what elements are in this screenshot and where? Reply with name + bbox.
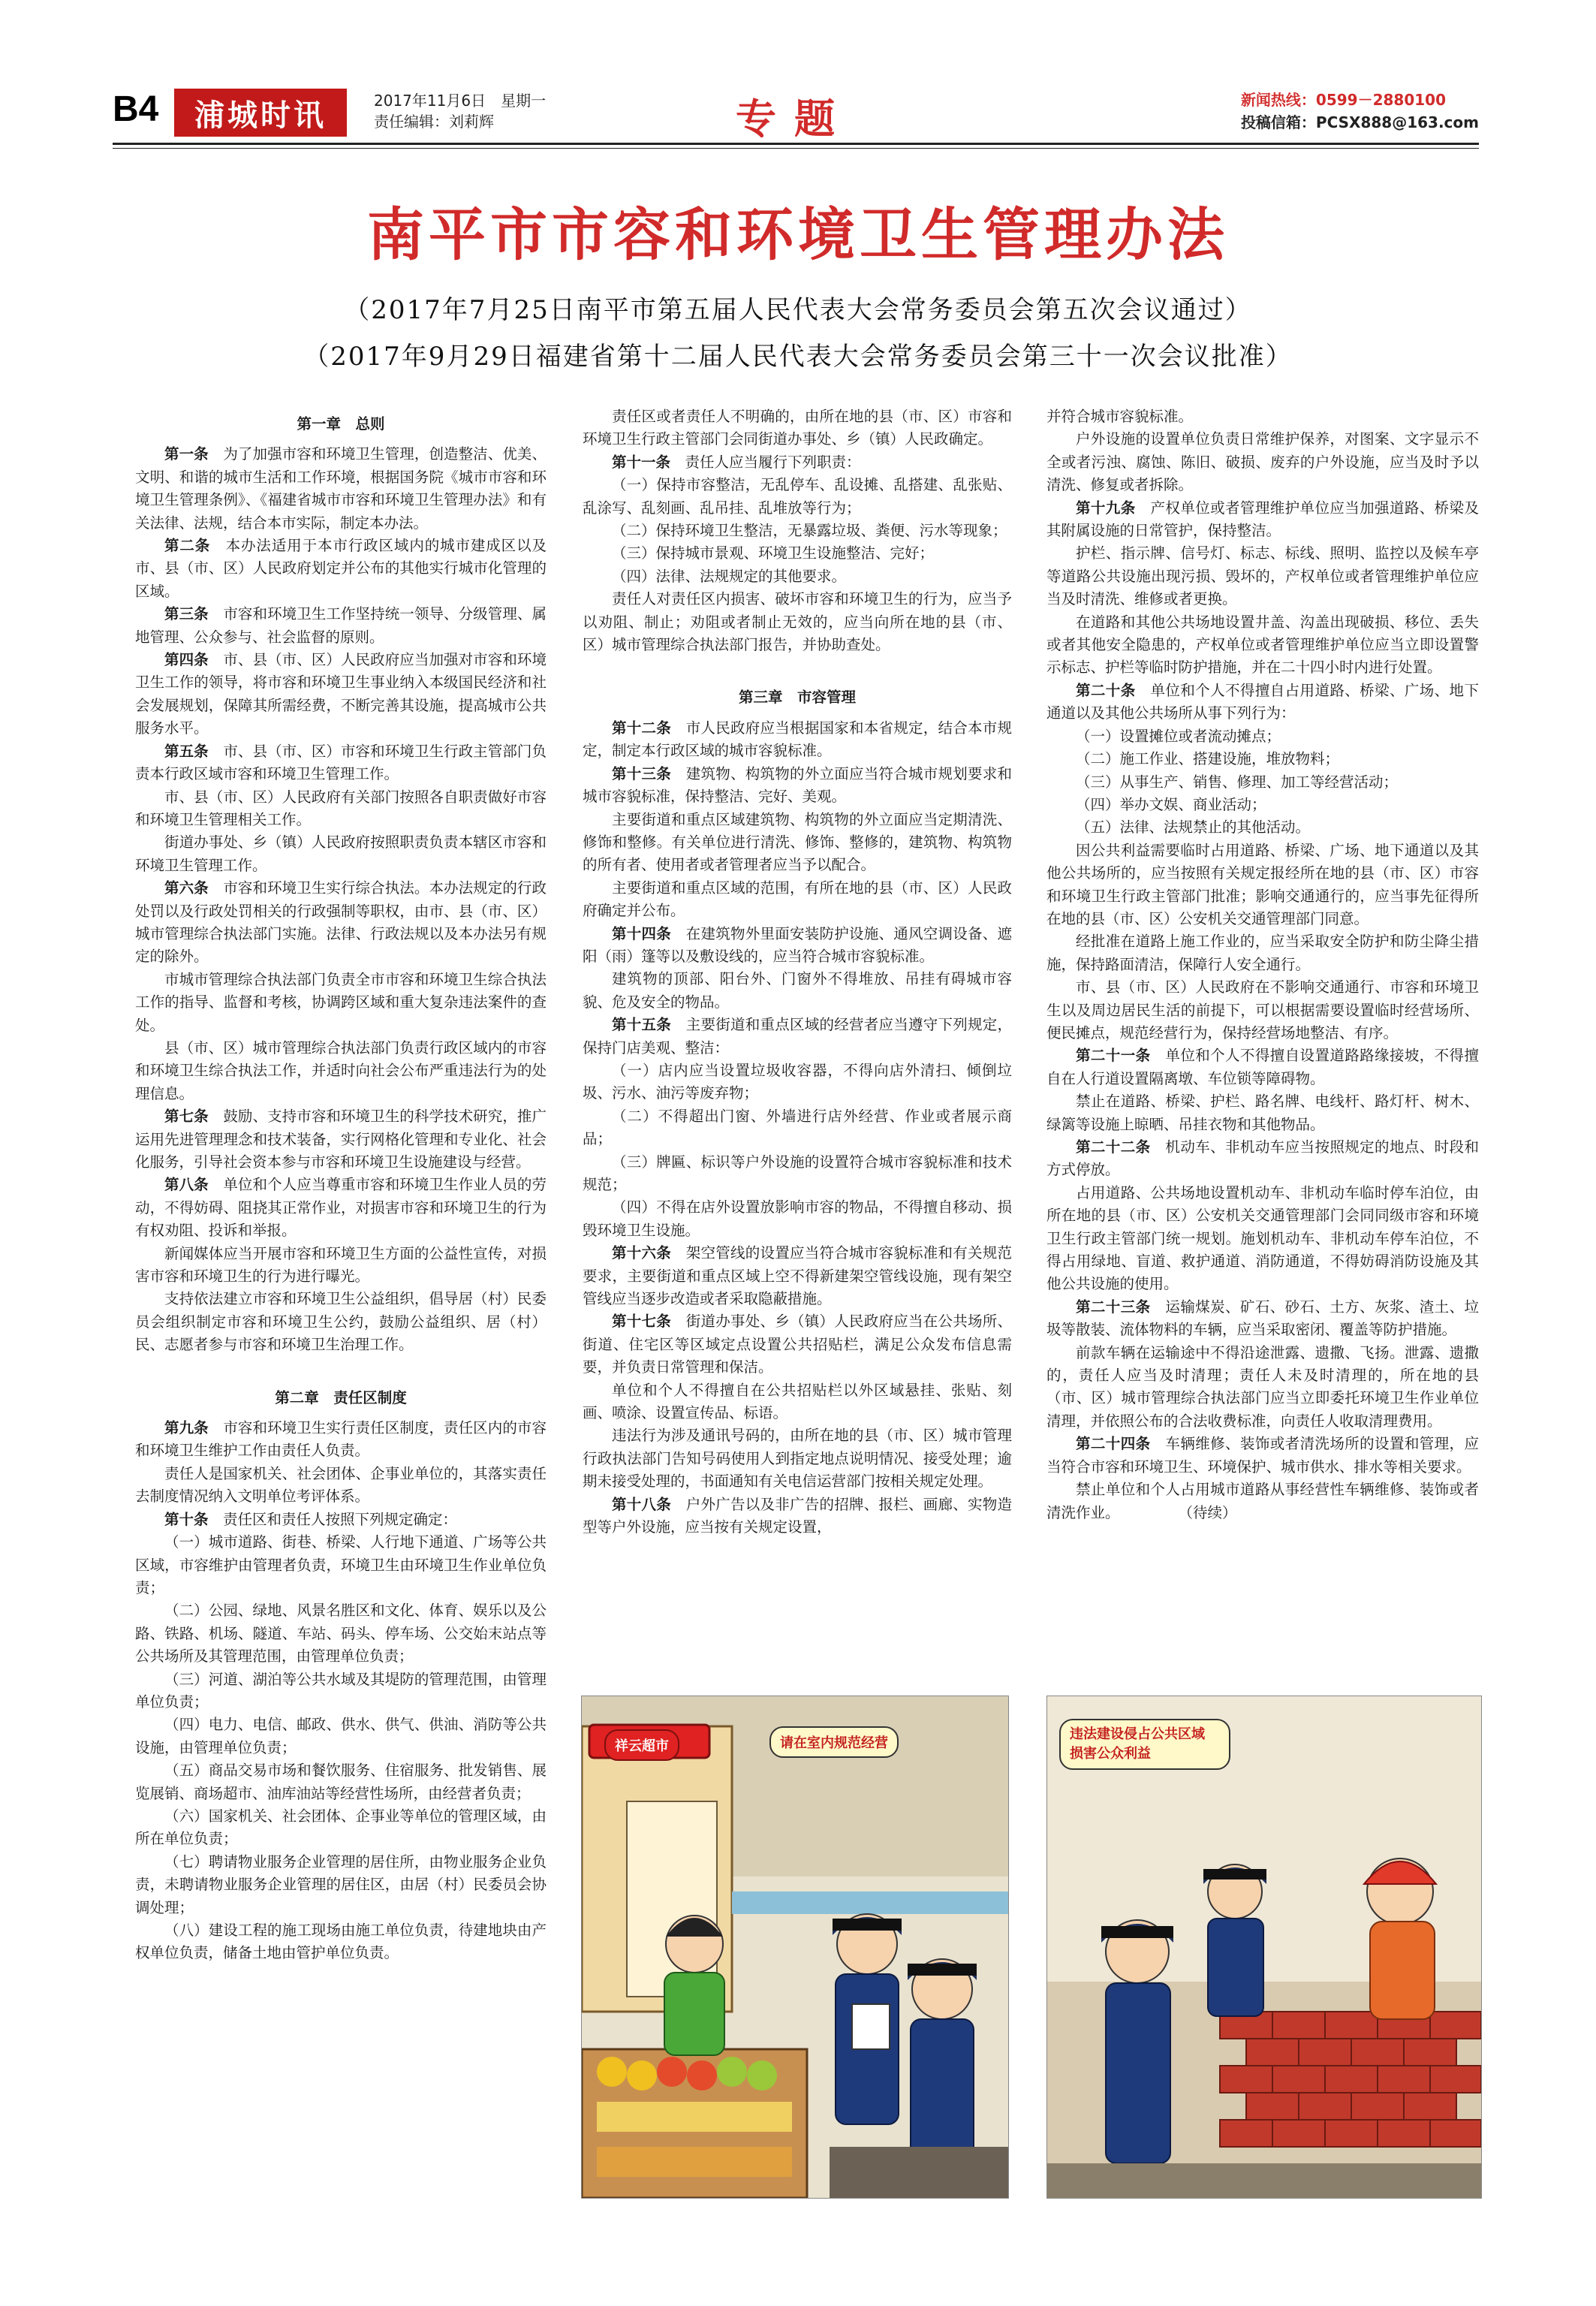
- article-paragraph: [1046, 1136, 1479, 1182]
- article-number: 第十条: [164, 1510, 209, 1528]
- section-gap: [135, 1357, 547, 1379]
- body-paragraph: [135, 1851, 547, 1919]
- paragraph-text: （二）保持环境卫生整洁，无暴露垃圾、粪便、污水等现象；: [612, 522, 1007, 540]
- paragraph-text: 县（市、区）城市管理综合执法部门负责行政区域内的市容和环境卫生综合执法工作，并适时向社会公布严重违法行为的处理信息。: [135, 1038, 547, 1102]
- body-paragraph: [1046, 840, 1479, 931]
- paragraph-text: （四）不得在店外设置放影响市容的物品，不得擅自移动、损毁环境卫生设施。: [583, 1198, 1012, 1239]
- body-paragraph: [135, 1805, 547, 1851]
- body-paragraph: [583, 1424, 1012, 1493]
- paragraph-text: （三）河道、湖泊等公共水域及其堤防的管理范围，由管理单位负责；: [135, 1670, 547, 1711]
- body-paragraph: [583, 588, 1012, 656]
- paragraph-text: （三）保持城市景观、环境卫生设施整洁、完好；: [612, 544, 935, 562]
- paragraph-text: 街道办事处、乡（镇）人民政府按照职责负责本辖区市容和环境卫生管理工作。: [135, 833, 547, 874]
- paragraph-text: （一）设置摊位或者流动摊点；: [1076, 727, 1281, 745]
- article-paragraph: [1046, 1433, 1479, 1479]
- paragraph-text: 主要街道和重点区域的经营者应当遵守下列规定，保持门店美观、整洁：: [583, 1016, 1012, 1057]
- paragraph-text: 护栏、指示牌、信号灯、标志、标线、照明、监控以及候车亭等道路公共设施出现污损、毁坏的，产权单位或者管理维护单位应当及时清洗、维修或者更换。: [1046, 544, 1479, 608]
- paragraph-text: 支持依法建立市容和环境卫生公益组织，倡导居（村）民委员会组织制定市容和环境卫生公约，鼓励公益组织、居（村）民、志愿者参与市容和环境卫生治理工作。: [135, 1290, 547, 1354]
- masthead: [113, 84, 1479, 152]
- dateline: [374, 90, 546, 132]
- paragraph-text: 市、县（市、区）市容和环境卫生行政主管部门负责本行政区域市容和环境卫生管理工作。: [135, 742, 547, 783]
- article-number: 第十二条: [612, 719, 671, 737]
- paragraph-text: 市、县（市、区）人民政府在不影响交通通行、市容和环境卫生以及周边居民生活的前提下，可以根据需要设置临时经营场所、便民摊点，规范经营行为，保持经营场地整洁、有序。: [1046, 978, 1479, 1041]
- paragraph-text: 在道路和其他公共场地设置井盖、沟盖出现破损、移位、丢失或者其他安全隐患的，产权单位或者管理维护单位应当立即设置警示标志、护栏等临时防护措施，并在二十四小时内进行处置。: [1046, 613, 1479, 677]
- paragraph-text: 主要街道和重点区域的范围，有所在地的县（市、区）人民政府确定并公布。: [583, 879, 1012, 920]
- news-hotline: 新闻热线：0599－2880100: [1240, 91, 1447, 109]
- body-paragraph: [1046, 542, 1479, 610]
- article-paragraph: [583, 1494, 1012, 1539]
- paragraph-text: 车辆维修、装饰或者清洗场所的设置和管理，应当符合市容和环境卫生、环境保护、城市供水、排水等相关要求。: [1046, 1435, 1479, 1476]
- body-paragraph: [583, 1379, 1012, 1425]
- body-paragraph: [1046, 1342, 1479, 1433]
- paragraph-text: 市、县（市、区）人民政府应当加强对市容和环境卫生工作的领导，将市容和环境卫生事业纳入本级国民经济和社会发展规划，保障其所需经费，不断完善其设施，提高城市公共服务水平。: [135, 651, 547, 737]
- paragraph-text: （一）店内应当设置垃圾收容器，不得向店外清扫、倾倒垃圾、污水、油污等废弃物；: [583, 1061, 1012, 1102]
- article-paragraph: [583, 1014, 1012, 1060]
- paragraph-text: （二）施工作业、搭建设施，堆放物料；: [1076, 750, 1340, 768]
- paragraph-text: 前款车辆在运输途中不得沿途泄露、遗撒、飞扬。泄露、遗撒的，责任人应当及时清理；责任人未及时清理的，所在地的县（市、区）城市管理综合执法部门应当立即委托环境卫生作业单位清理，并依照公布的合法收费标准，向责任人收取清理费用。: [1046, 1343, 1479, 1430]
- article-paragraph: [583, 717, 1012, 763]
- article-paragraph: [135, 740, 547, 786]
- body-paragraph: [583, 877, 1012, 923]
- body-paragraph: [583, 565, 1012, 588]
- body-paragraph: [583, 1105, 1012, 1151]
- article-number: 第三条: [164, 605, 209, 623]
- article-paragraph: [135, 1417, 547, 1463]
- paragraph-text: 禁止在道路、桥梁、护栏、路名牌、电线杆、路灯杆、树木、绿篱等设施上晾晒、吊挂衣物和其他物品。: [1046, 1093, 1479, 1133]
- article-number: 第二十条: [1076, 681, 1136, 699]
- body-paragraph: [583, 520, 1012, 542]
- article-paragraph: [583, 923, 1012, 969]
- body-paragraph: [1046, 725, 1479, 748]
- body-paragraph: [583, 405, 1012, 451]
- body-paragraph: [135, 1919, 547, 1965]
- paragraph-text: （三）从事生产、销售、修理、加工等经营活动；: [1076, 773, 1399, 791]
- paragraph-text: 市容和环境卫生实行综合执法。本办法规定的行政处罚以及行政处罚相关的行政强制等职权，由市、县（市、区）城市管理综合执法部门实施。法律、行政法规以及本办法另有规定的除外。: [135, 879, 547, 966]
- body-paragraph: [135, 1531, 547, 1599]
- paragraph-text: 市容和环境卫生工作坚持统一领导、分级管理、属地管理、公众参与、社会监督的原则。: [135, 605, 547, 646]
- article-number: 第二十四条: [1076, 1435, 1151, 1453]
- body-paragraph: [583, 474, 1012, 520]
- cartoon-illegal-construction: [1046, 1696, 1482, 2199]
- article-number: 第五条: [164, 742, 209, 760]
- paragraph-text: 市、县（市、区）人民政府有关部门按照各自职责做好市容和环境卫生管理相关工作。: [135, 788, 547, 828]
- paragraph-text: 责任人应当履行下列职责：: [685, 453, 861, 471]
- paragraph-text: 建筑物的顶部、阳台外、门窗外不得堆放、吊挂有碍城市容貌、危及安全的物品。: [583, 970, 1012, 1011]
- paper-logo: 浦城时讯: [174, 89, 347, 137]
- paragraph-text: 禁止单位和个人占用城市道路从事经营性车辆维修、装饰或者清洗作业。 （待续）: [1046, 1481, 1479, 1521]
- article-number: 第九条: [164, 1419, 209, 1437]
- paragraph-text: 市城市管理综合执法部门负责全市市容和环境卫生综合执法工作的指导、监督和考核，协调跨区域和重大复杂违法案件的查处。: [135, 970, 547, 1034]
- body-paragraph: [583, 1196, 1012, 1242]
- paragraph-text: （三）牌匾、标识等户外设施的设置符合城市容貌标准和技术规范；: [583, 1153, 1012, 1193]
- body-paragraph: [135, 1288, 547, 1356]
- article-number: 第十三条: [612, 764, 671, 782]
- article-number: 第十七条: [612, 1313, 671, 1331]
- article-number: 第十六条: [612, 1244, 671, 1262]
- body-paragraph: [1046, 405, 1479, 428]
- article-paragraph: [583, 451, 1012, 474]
- article-number: 第二十一条: [1076, 1047, 1151, 1065]
- paragraph-text: 占用道路、公共场地设置机动车、非机动车临时停车泊位，由所在地的县（市、区）公安机关交通管理部门会同同级市容和环境卫生行政主管部门统一规划。施划机动车、非机动车停车泊位，不得占用绿地、盲道、救护通道、消防通道，不得妨碍消防设施及其他公共设施的使用。: [1046, 1183, 1479, 1293]
- masthead-rule: [113, 143, 1479, 145]
- paragraph-text: 本办法适用于本市行政区域内的城市建成区以及市、县（市、区）人民政府划定并公布的其他实行城市化管理的区域。: [135, 537, 547, 600]
- body-paragraph: [1046, 748, 1479, 770]
- body-paragraph: [135, 1668, 547, 1714]
- cartoon-market-illustration: [582, 1696, 1008, 2198]
- paragraph-text: （五）商品交易市场和餐饮服务、住宿服务、批发销售、展览展销、商场超市、油库油站等经营性场所，由经营者负责；: [135, 1762, 547, 1802]
- article-paragraph: [135, 649, 547, 740]
- paragraph-text: （四）举办文娱、商业活动；: [1076, 795, 1266, 813]
- body-paragraph: [583, 809, 1012, 877]
- body-paragraph: [135, 1037, 547, 1105]
- paragraph-text: 违法行为涉及通讯号码的，由所在地的县（市、区）城市管理行政执法部门告知号码使用人到指定地点说明情况、接受处理；逾期未接受处理的，书面通知有关电信运营部门按相关规定处理。: [583, 1427, 1012, 1491]
- body-paragraph: [1046, 794, 1479, 816]
- paragraph-text: 责任人对责任区内损害、破坏市容和环境卫生的行为，应当予以劝阻、制止；劝阻或者制止无效的，应当向所在地的县（市、区）城市管理综合执法部门报告，并协助查处。: [583, 590, 1012, 654]
- paragraph-text: 市容和环境卫生实行责任区制度，责任区内的市容和环境卫生维护工作由责任人负责。: [135, 1419, 547, 1460]
- body-paragraph: [1046, 930, 1479, 976]
- paragraph-text: （二）公园、绿地、风景名胜区和文化、体育、娱乐以及公路、铁路、机场、隧道、车站、码头、停车场、公交始末站点等公共场所及其管理范围，由管理单位负责；: [135, 1602, 547, 1665]
- body-paragraph: [583, 542, 1012, 565]
- section-title: 专题: [736, 95, 853, 143]
- article-number: 第二十三条: [1076, 1298, 1151, 1316]
- body-paragraph: [135, 1463, 547, 1509]
- paragraph-text: 新闻媒体应当开展市容和环境卫生方面的公益性宣传，对损害市容和环境卫生的行为进行曝光。: [135, 1244, 547, 1286]
- paragraph-text: 市人民政府应当根据国家和本省规定，结合本市规定，制定本行政区域的城市容貌标准。: [583, 719, 1012, 760]
- chapter-heading: 第二章 责任区制度: [275, 1388, 407, 1406]
- article-paragraph: [583, 1310, 1012, 1379]
- paragraph-text: 街道办事处、乡（镇）人民政府应当在公共场所、街道、住宅区等区域定点设置公共招贴栏，满足公众发布信息需要，并负责日常管理和保洁。: [583, 1313, 1012, 1376]
- speech-bubble: 违法建设侵占公共区域 损害公众利益: [1059, 1719, 1230, 1770]
- body-paragraph: [1046, 1090, 1479, 1136]
- section-gap: [583, 656, 1012, 679]
- body-paragraph: [1046, 611, 1479, 680]
- article-paragraph: [1046, 1296, 1479, 1342]
- article-number: 第八条: [164, 1176, 209, 1194]
- paragraph-text: 运输煤炭、矿石、砂石、土方、灰浆、渣土、垃圾等散装、流体物料的车辆，应当采取密闭、覆盖等防护措施。: [1046, 1298, 1479, 1339]
- article-number: 第十九条: [1076, 499, 1136, 517]
- paragraph-text: 机动车、非机动车应当按照规定的地点、时段和方式停放。: [1046, 1138, 1479, 1179]
- article-paragraph: [135, 1105, 547, 1174]
- cartoon-market-inspection: [581, 1696, 1009, 2199]
- article-subhead: （2017年7月25日南平市第五届人民代表大会常务委员会第五次会议通过）: [344, 295, 1252, 325]
- page-number: B4: [113, 89, 159, 129]
- body-paragraph: [1046, 816, 1479, 839]
- paragraph-text: 并符合城市容貌标准。: [1046, 408, 1194, 425]
- article-paragraph: [583, 763, 1012, 809]
- paragraph-text: （四）法律、法规规定的其他要求。: [612, 567, 847, 585]
- article-number: 第四条: [164, 651, 209, 669]
- paragraph-text: 架空管线的设置应当符合城市容貌标准和有关规范要求，主要街道和重点区域上空不得新建架空管线设施，现有架空管线应当逐步改造或者采取隐蔽措施。: [583, 1244, 1012, 1308]
- paragraph-text: （二）不得超出门窗、外墙进行店外经营、作业或者展示商品；: [583, 1107, 1012, 1148]
- body-paragraph: [135, 1599, 547, 1668]
- article-paragraph: [135, 443, 547, 535]
- paragraph-text: （四）电力、电信、邮政、供水、供气、供油、消防等公共设施，由管理单位负责；: [135, 1716, 547, 1756]
- editor-credit: 责任编辑：刘莉辉: [374, 113, 494, 131]
- paragraph-text: 鼓励、支持市容和环境卫生的科学技术研究，推广运用先进管理理念和技术装备，实行网格化管理和专业化、社会化服务，引导社会资本参与市容和环境卫生设施建设与经营。: [135, 1108, 547, 1171]
- shop-sign: 祥云超市: [604, 1729, 679, 1761]
- article-number: 第十四条: [612, 924, 671, 942]
- article-paragraph: [135, 603, 547, 649]
- masthead-rule-thin: [113, 148, 1479, 149]
- cartoon-construction-illustration: [1047, 1696, 1481, 2198]
- article-number: 第十一条: [612, 453, 671, 471]
- article-number: 第六条: [164, 879, 209, 897]
- paragraph-text: （一）城市道路、街巷、桥梁、人行地下通道、广场等公共区域，市容维护由管理者负责，环境卫生由环境卫生作业单位负责；: [135, 1533, 547, 1596]
- paragraph-text: 建筑物、构筑物的外立面应当符合城市规划要求和城市容貌标准，保持整洁、完好、美观。: [583, 764, 1012, 806]
- article-paragraph: [135, 877, 547, 969]
- body-paragraph: [583, 1060, 1012, 1105]
- body-paragraph: [135, 1759, 547, 1805]
- paragraph-text: 户外广告以及非广告的招牌、报栏、画廊、实物造型等户外设施，应当按有关规定设置，: [583, 1495, 1012, 1536]
- contact-info: [1241, 89, 1479, 134]
- paragraph-text: 经批准在道路上施工作业的，应当采取安全防护和防尘降尘措施，保持路面清洁，保障行人安全通行。: [1046, 933, 1479, 973]
- article-paragraph: [135, 1509, 547, 1531]
- speech-bubble: 请在室内规范经营: [769, 1726, 899, 1758]
- article-number: 第十八条: [612, 1495, 671, 1513]
- paragraph-text: （八）建设工程的施工现场由施工单位负责，待建地块由产权单位负责，储备土地由管护单位负责。: [135, 1922, 547, 1962]
- body-paragraph: [135, 969, 547, 1037]
- article-number: 第二条: [164, 537, 211, 555]
- article-number: 第一条: [164, 445, 209, 463]
- body-paragraph: [135, 1243, 547, 1289]
- article-number: 第七条: [164, 1108, 209, 1126]
- body-paragraph: [135, 1714, 547, 1759]
- issue-date: 2017年11月6日 星期一: [374, 92, 547, 110]
- paragraph-text: 因公共利益需要临时占用道路、桥梁、广场、地下通道以及其他公共场所的，应当按照有关规定报经所在地的县（市、区）市容和环境卫生行政主管部门批准；影响交通通行的，应当事先征得所在地的县（市、区）公安机关交通管理部门同意。: [1046, 841, 1479, 927]
- paragraph-text: （六）国家机关、社会团体、企事业等单位的管理区域，由所在单位负责；: [135, 1807, 547, 1848]
- body-paragraph: [1046, 1479, 1479, 1524]
- paragraph-text: 主要街道和重点区域建筑物、构筑物的外立面应当定期清洗、修饰和整修。有关单位进行清洗、修饰、整修的，建筑物、构筑物的所有者、使用者或者管理者应当予以配合。: [583, 810, 1012, 874]
- paragraph-text: 责任区或者责任人不明确的，由所在地的县（市、区）市容和环境卫生行政主管部门会同街道办事处、乡（镇）人民政确定。: [583, 408, 1012, 448]
- paragraph-text: 户外设施的设置单位负责日常维护保养，对图案、文字显示不全或者污浊、腐蚀、陈旧、破损、废弃的户外设施，应当及时予以清洗、修复或者拆除。: [1046, 430, 1479, 494]
- body-paragraph: [135, 786, 547, 832]
- paragraph-text: 单位和个人不得擅自设置道路路缘接坡，不得擅自在人行道设置隔离墩、车位锁等障碍物。: [1046, 1047, 1479, 1087]
- paragraph-text: 单位和个人应当尊重市容和环境卫生作业人员的劳动，不得妨碍、阻挠其正常作业，对损害市容和环境卫生的行为有权劝阻、投诉和举报。: [135, 1176, 547, 1240]
- chapter-heading: 第三章 市容管理: [738, 689, 856, 707]
- body-paragraph: [583, 1151, 1012, 1197]
- article-paragraph: [135, 1174, 547, 1242]
- text-column-1: [135, 405, 547, 2196]
- article-paragraph: [1046, 497, 1479, 543]
- article-number: 第二十二条: [1076, 1138, 1151, 1156]
- body-paragraph: [1046, 976, 1479, 1044]
- article-paragraph: [583, 1242, 1012, 1310]
- body-paragraph: [1046, 771, 1479, 794]
- body-paragraph: [135, 831, 547, 877]
- paragraph-text: 产权单位或者管理维护单位应当加强道路、桥梁及其附属设施的日常管护，保持整洁。: [1046, 499, 1479, 540]
- paragraph-text: 在建筑物外里面安装防护设施、通风空调设备、遮阳（雨）篷等以及敷设线的，应当符合城市容貌标准。: [583, 924, 1012, 965]
- paragraph-text: 单位和个人不得擅自在公共招贴栏以外区域悬挂、张贴、刻画、喷涂、设置宣传品、标语。: [583, 1381, 1012, 1422]
- article-number: 第十五条: [612, 1016, 671, 1034]
- paragraph-text: 单位和个人不得擅自占用道路、桥梁、广场、地下通道以及其他公共场所从事下列行为：: [1046, 681, 1479, 722]
- body-paragraph: [1046, 428, 1479, 496]
- paragraph-text: 责任区和责任人按照下列规定确定：: [223, 1510, 458, 1528]
- submission-email: 投稿信箱：PCSX888@163.com: [1240, 113, 1479, 131]
- article-paragraph: [1046, 680, 1479, 725]
- paragraph-text: （七）聘请物业服务企业管理的居住所，由物业服务企业负责，未聘请物业服务企业管理的居住区，由居（村）民委员会协调处理；: [135, 1852, 547, 1916]
- article-paragraph: [1046, 1044, 1479, 1090]
- article-subhead: （2017年9月29日福建省第十二届人民代表大会常务委员会第三十一次会议批准）: [303, 342, 1293, 372]
- paragraph-text: 为了加强市容和环境卫生管理，创造整洁、优美、文明、和谐的城市生活和工作环境，根据国务院《城市市容和环境卫生管理条例》、《福建省城市市容和环境卫生管理办法》和有关法律、法规，结合本市实际，制定本办法。: [135, 445, 547, 532]
- paragraph-text: 责任人是国家机关、社会团体、企事业单位的，其落实责任去制度情况纳入文明单位考评体系。: [135, 1464, 547, 1506]
- paragraph-text: （五）法律、法规禁止的其他活动。: [1076, 818, 1311, 836]
- article-headline: 南平市市容和环境卫生管理办法: [367, 201, 1229, 268]
- body-paragraph: [583, 968, 1012, 1014]
- article-paragraph: [135, 535, 547, 603]
- chapter-heading: 第一章 总则: [297, 415, 385, 433]
- paragraph-text: （一）保持市容整洁，无乱停车、乱设摊、乱搭建、乱张贴、乱涂写、乱刻画、乱吊挂、乱堆放等行为；: [583, 476, 1012, 517]
- body-paragraph: [1046, 1182, 1479, 1296]
